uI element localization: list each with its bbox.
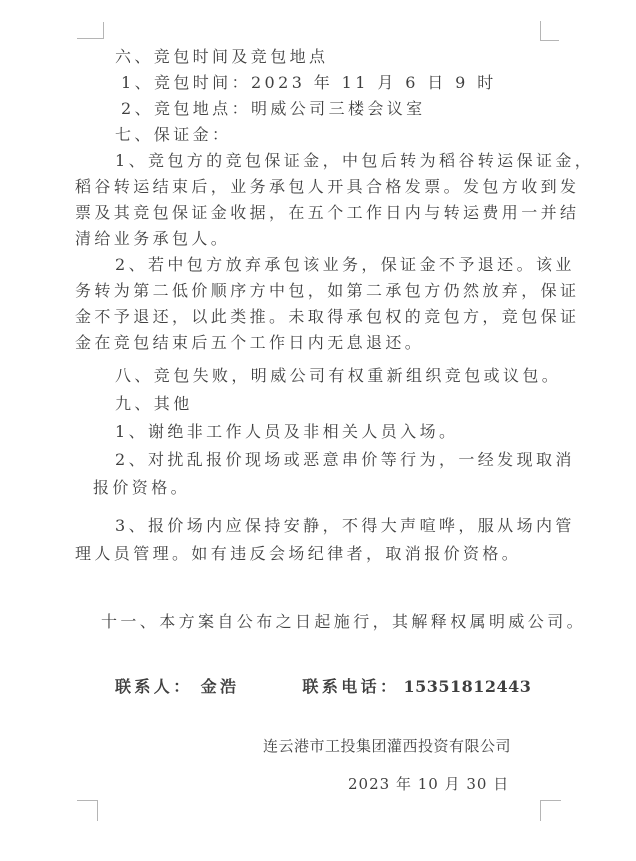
paragraph-line: 报价资格。 — [93, 478, 191, 497]
paragraph-line: 务转为第二低价顺序方中包，如第二承包方仍然放弃，保证 — [75, 281, 580, 300]
signature-company: 连云港市工投集团灌西投资有限公司 — [263, 737, 512, 755]
contact-row — [75, 673, 575, 701]
paragraph-line: 理人员管理。如有违反会场纪律者，取消报价资格。 — [75, 544, 522, 563]
contact-person-label: 联系人： — [115, 677, 193, 696]
contact-person-name: 金浩 — [200, 677, 240, 696]
paragraph-line: 清给业务承包人。 — [75, 229, 231, 248]
crop-mark-bottom-right-icon — [540, 800, 561, 821]
section-9-item-2 — [75, 446, 575, 502]
crop-mark-top-right-icon — [540, 21, 559, 41]
contact-phone-label: 联系电话： — [302, 677, 400, 696]
section-7-paragraph-2 — [75, 252, 580, 356]
paragraph-line: 金在竞包结束后五个工作日内无息退还。 — [75, 333, 425, 352]
section-6-item-2: 2、竞包地点：明威公司三楼会议室 — [121, 99, 426, 118]
section-8-text: 八、竞包失败，明威公司有权重新组织竞包或议包。 — [115, 366, 562, 385]
section-11-text: 十一、本方案自公布之日起施行，其解释权属明威公司。 — [101, 612, 587, 631]
section-9-heading: 九、其他 — [115, 394, 193, 413]
paragraph-line: 1、竞包方的竞包保证金，中包后转为稻谷转运保证金， — [115, 151, 595, 170]
paragraph-line: 金不予退还，以此类推。未取得承包权的竞包方，竞包保证 — [75, 307, 580, 326]
section-6-item-1: 1、竞包时间：2023 年 11 月 6 日 9 时 — [121, 73, 497, 92]
contact-phone-number: 15351812443 — [403, 677, 532, 696]
section-7-heading: 七、保证金： — [115, 125, 232, 144]
section-9-item-3 — [75, 512, 575, 568]
section-7-paragraph-1 — [75, 148, 595, 252]
document-body — [75, 44, 595, 798]
paragraph-line: 2、若中包方放弃承包该业务，保证金不予退还。该业 — [115, 255, 575, 274]
paragraph-line: 3、报价场内应保持安静，不得大声喧哗，服从场内管 — [115, 516, 575, 535]
section-9-item-1: 1、谢绝非工作人员及非相关人员入场。 — [115, 422, 459, 441]
paragraph-line: 2、对扰乱报价现场或恶意串价等行为，一经发现取消 — [115, 450, 575, 469]
signature-date: 2023 年 10 月 30 日 — [348, 775, 510, 793]
paragraph-line: 票及其竞包保证金收据，在五个工作日内与转运费用一并结 — [75, 203, 580, 222]
paragraph-line: 稻谷转运结束后，业务承包人开具合格发票。发包方收到发 — [75, 177, 580, 196]
crop-mark-bottom-left-icon — [77, 800, 98, 821]
section-6-heading: 六、竞包时间及竞包地点 — [115, 47, 329, 66]
crop-mark-top-left-icon — [77, 22, 104, 39]
